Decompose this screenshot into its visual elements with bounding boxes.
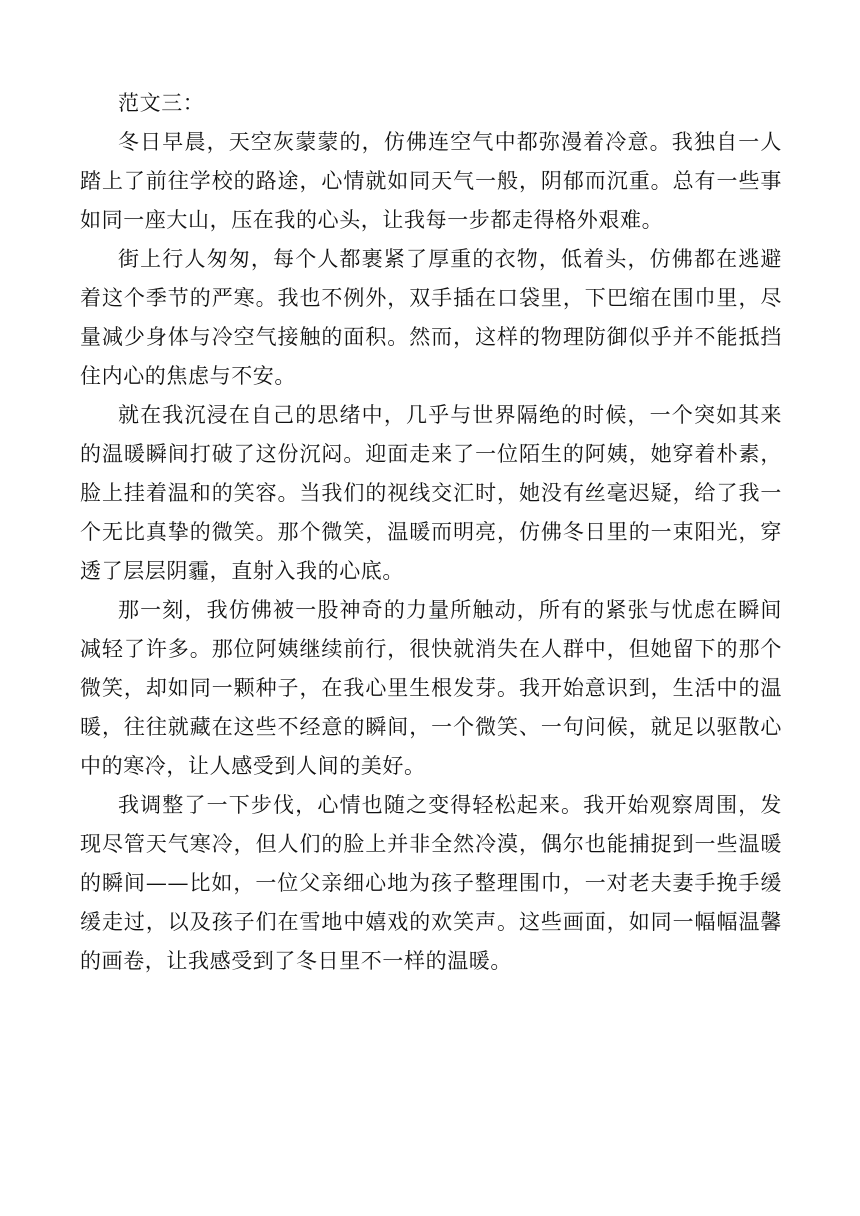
essay-body [80,84,782,981]
paragraph-3: 就在我沉浸在自己的思绪中，几乎与世界隔绝的时候，一个突如其来的温暖瞬间打破了这份沉闷。迎面走来了一位陌生的阿姨，她穿着朴素，脸上挂着温和的笑容。当我们的视线交汇时，她没有丝毫迟疑，给了我一个无比真挚的微笑。那个微笑，温暖而明亮，仿佛冬日里的一束阳光，穿透了层层阴霾，直射入我的心底。 [80,403,782,583]
paragraph-4: 那一刻，我仿佛被一股神奇的力量所触动，所有的紧张与忧虑在瞬间减轻了许多。那位阿姨继续前行，很快就消失在人群中，但她留下的那个微笑，却如同一颗种子，在我心里生根发芽。我开始意识到，生活中的温暖，往往就藏在这些不经意的瞬间，一个微笑、一句问候，就足以驱散心中的寒冷，让人感受到人间的美好。 [80,598,782,778]
paragraph-2: 街上行人匆匆，每个人都裹紧了厚重的衣物，低着头，仿佛都在逃避着这个季节的严寒。我也不例外，双手插在口袋里，下巴缩在围巾里，尽量减少身体与冷空气接触的面积。然而，这样的物理防御似乎并不能抵挡住内心的焦虑与不安。 [80,247,782,388]
paragraph-5: 我调整了一下步伐，心情也随之变得轻松起来。我开始观察周围，发现尽管天气寒冷，但人们的脸上并非全然冷漠，偶尔也能捕捉到一些温暖的瞬间——比如，一位父亲细心地为孩子整理围巾，一对老夫妻手挽手缓缓走过，以及孩子们在雪地中嬉戏的欢笑声。这些画面，如同一幅幅温馨的画卷，让我感受到了冬日里不一样的温暖。 [80,793,782,973]
essay-heading: 范文三： [118,91,205,115]
paragraph-1: 冬日早晨，天空灰蒙蒙的，仿佛连空气中都弥漫着冷意。我独自一人踏上了前往学校的路途，心情就如同天气一般，阴郁而沉重。总有一些事如同一座大山，压在我的心头，让我每一步都走得格外艰难。 [80,130,782,232]
